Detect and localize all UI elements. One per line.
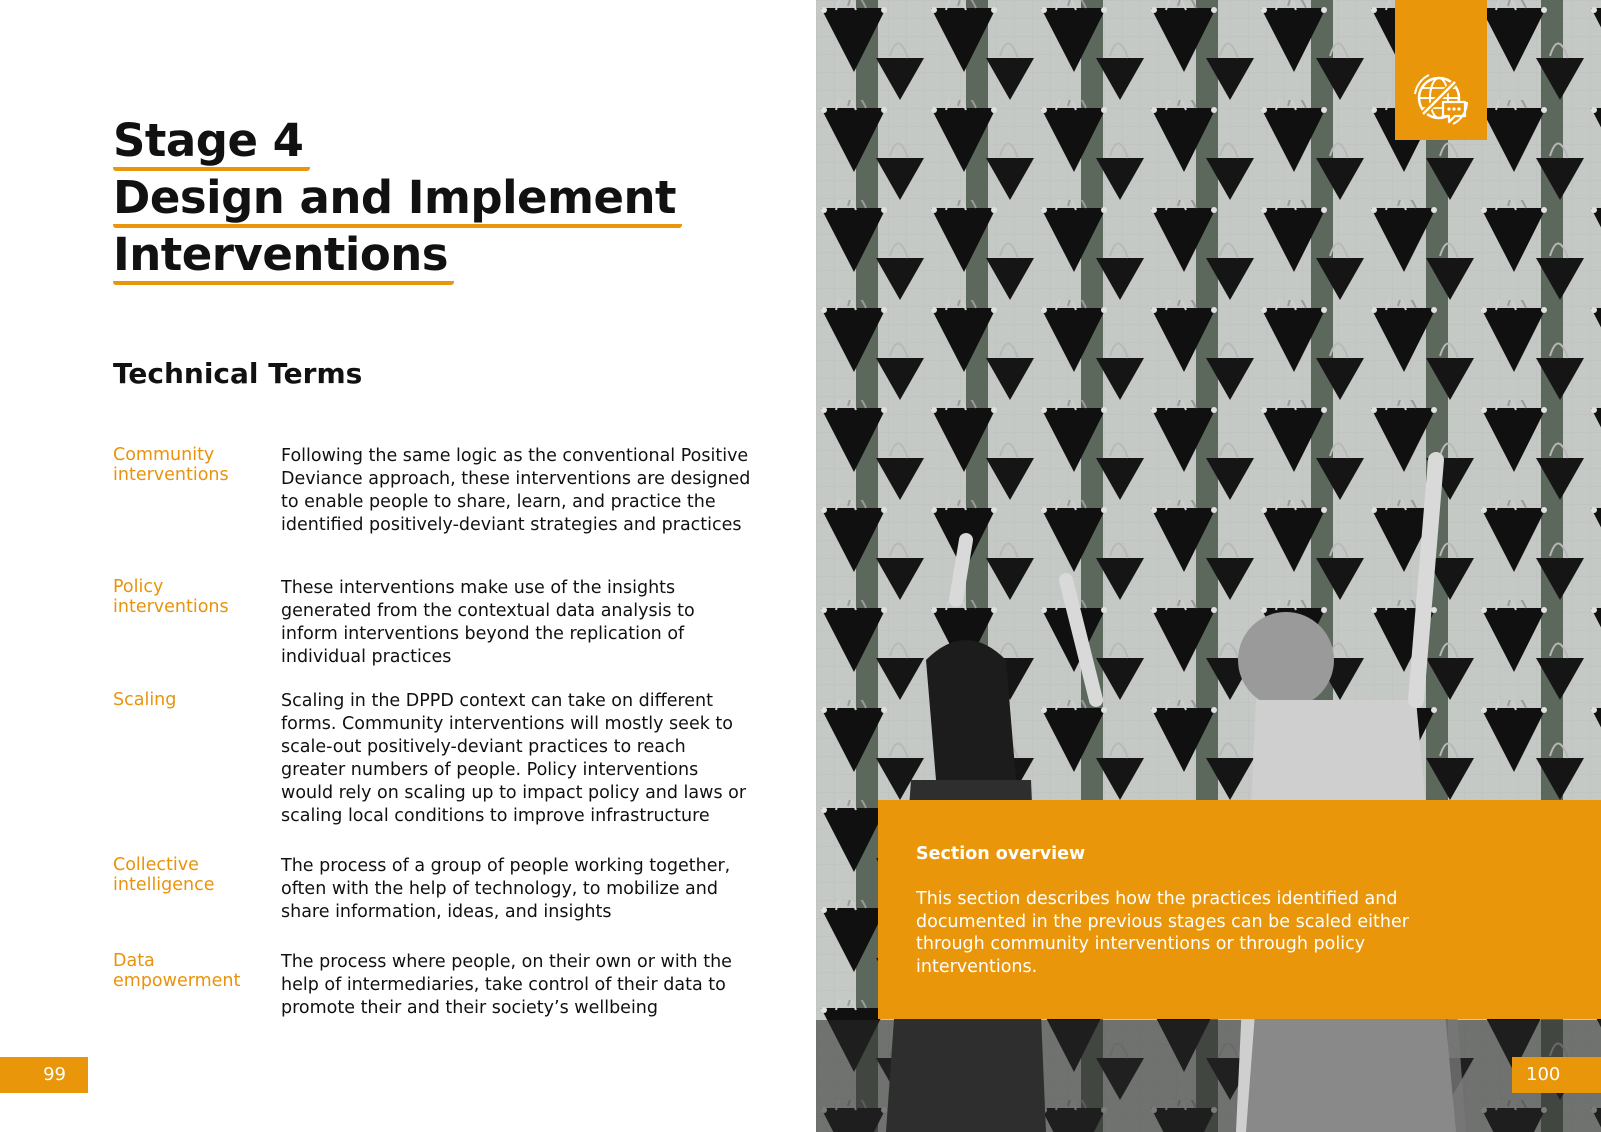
right-page [816,0,1601,1132]
term-label: Scaling [113,690,177,710]
term-label: Community interventions [113,445,229,485]
overview-title: Section overview [916,844,1086,864]
title-line-2: Design and Implement [113,172,682,228]
term-definition: Following the same logic as the conventional Positive Deviance approach, these interventions are designed to enable people to share, learn, and practice the identified positively-deviant strategies and practices [281,446,751,535]
term-definition: The process of a group of people working together, often with the help of technology, to mobilize and share information, ideas, and insights [281,856,731,922]
term-label: Data empowerment [113,951,241,991]
section-overview-box [878,800,1601,1019]
title-line-1: Stage 4 [113,115,310,171]
page-number-right: 100 [1512,1057,1601,1093]
page-number-left: 99 [0,1057,88,1093]
section-tab [1395,0,1487,140]
technical-terms-heading: Technical Terms [113,357,363,390]
term-label: Collective intelligence [113,855,215,895]
overview-text: This section describes how the practices identified and documented in the previous stages can be scaled either through community interventions or through policy interventions. [916,889,1409,977]
term-definition: Scaling in the DPPD context can take on different forms. Community interventions will mostly seek to scale-out positively-deviant practices to reach greater numbers of people. Policy interventions would rely on scaling up to impact policy and laws or scaling local conditions to improve infrastructure [281,691,747,826]
term-definition: The process where people, on their own or with the help of intermediaries, take control of their data to promote their and their society’s wellbeing [281,952,732,1018]
title-line-3: Interventions [113,229,454,285]
term-definition: These interventions make use of the insights generated from the contextual data analysis to inform interventions beyond the replication of individual practices [281,578,695,667]
globe-chat-refresh-icon [1409,68,1473,132]
term-label: Policy interventions [113,577,229,617]
page-title [113,115,682,286]
